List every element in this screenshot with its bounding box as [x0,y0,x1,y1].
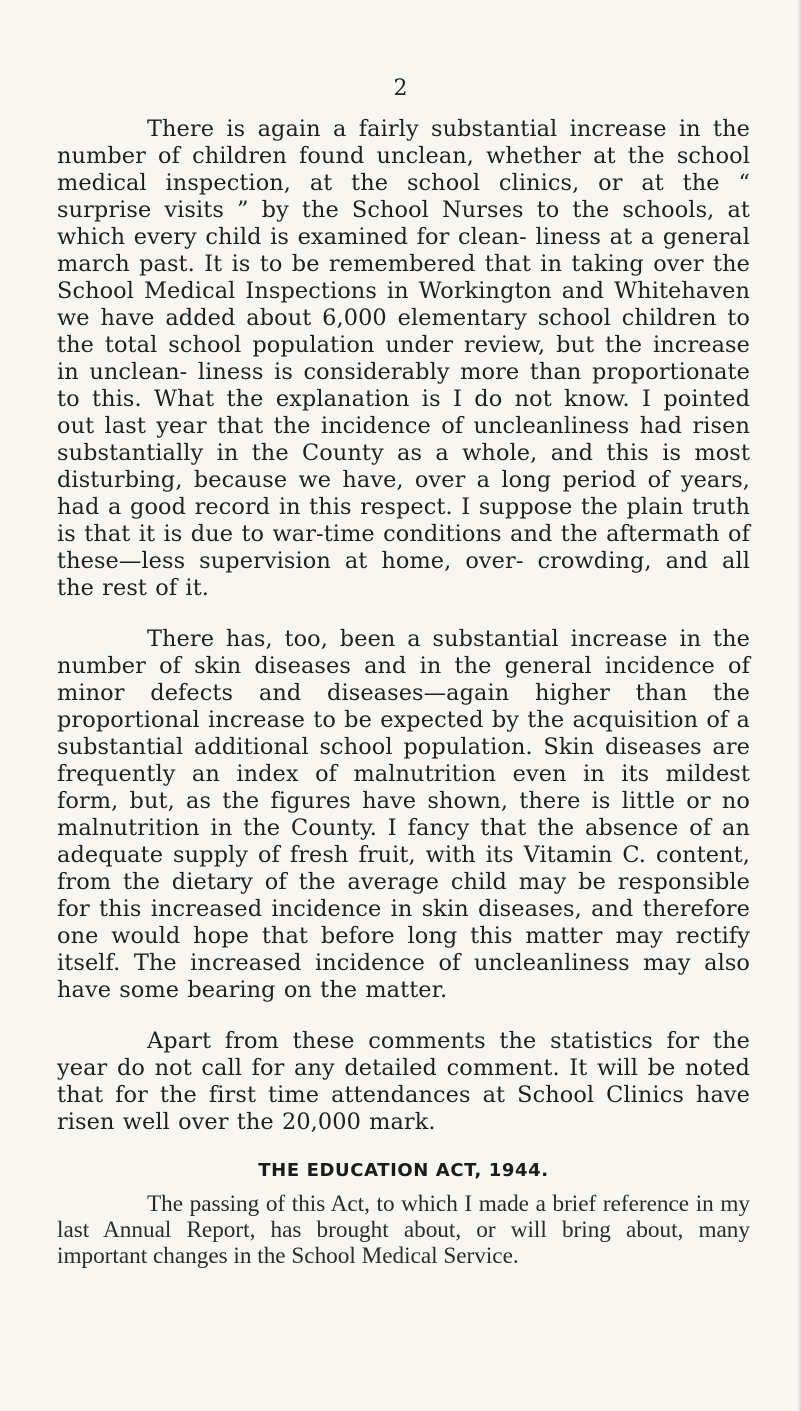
page-number: 2 [393,76,408,101]
paragraph-uncleanliness: There is again a fairly substantial increase in the number of children found unclean, whether at the school medical inspection, at the school clinics, or at the “ surprise visits ” by the School Nurses to the schools, at which every child is examined for clean- liness at a general march past. It is to be remembered that in taking over the School Medical Inspections in Workington and Whitehaven we have added about 6,000 elementary school children to the total school population under review, but the increase in unclean- liness is considerably more than proportionate to this. What the explanation is I do not know. I pointed out last year that the incidence of uncleanliness had risen substantially in the County as a whole, and this is most disturbing, because we have, over a long period of years, had a good record in this respect. I suppose the plain truth is that it is due to war-time conditions and the aftermath of these—less supervision at home, over- crowding, and all the rest of it. [57,116,750,601]
paragraph-education-act: The passing of this Act, to which I made a brief reference in my last Annual Report, has brought about, or will bring about, many important changes in the School Medical Service. [57,1191,750,1269]
paragraph-skin-diseases: There has, too, been a substantial increase in the number of skin diseases and in the general incidence of minor defects and diseases—again higher than the proportional increase to be expected by the acquisition of a substantial additional school population. Skin diseases are frequently an index of malnutrition even in its mildest form, but, as the figures have shown, there is little or no malnutrition in the County. I fancy that the absence of an adequate supply of fresh fruit, with its Vitamin C. content, from the dietary of the average child may be responsible for this increased incidence in skin diseases, and therefore one would hope that before long this matter may rectify itself. The increased incidence of uncleanliness may also have some bearing on the matter. [57,626,750,1003]
page-content [57,116,750,1269]
section-heading: THE EDUCATION ACT, 1944. [258,1160,549,1181]
page-edge-shadow [797,0,801,1411]
paragraph-statistics: Apart from these comments the statistics for the year do not call for any detailed comment. It will be noted that for the first time attendances at School Clinics have risen well over the 20,000 mark. [57,1028,750,1135]
